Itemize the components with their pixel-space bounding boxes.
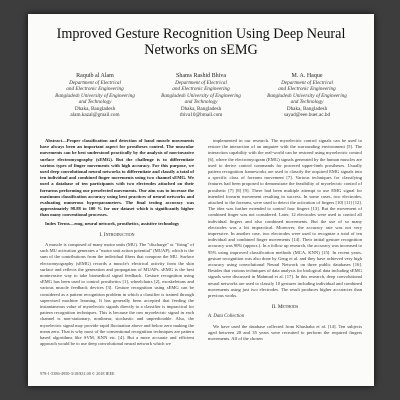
index-terms: Index Terms—emg, neural network, prosthetics, assistive technology <box>45 220 180 226</box>
author-university: Bangladesh University of Engineering <box>267 92 347 99</box>
author-university-2: and Technology <box>184 99 218 106</box>
section-heading-methods: II. Methods <box>271 304 299 311</box>
copyright-footer: 978-1-5386-4950-3/18/$31.00 © 2018 IEEE <box>40 371 115 376</box>
author-city: Dhaka, Bangladesh <box>286 105 328 112</box>
author-university-2: and Technology <box>78 99 112 106</box>
author-3 <box>254 72 360 118</box>
methods-paragraph: We have used the database collected from Khushaba et al. [14]. Ten subjects aged between 20 and 35 years were recruited to perform the required fingers movements. All of the chosen <box>208 323 362 342</box>
paper-page <box>28 14 374 386</box>
author-city: Dhaka, Bangladesh <box>74 105 116 112</box>
author-university: Bangladesh University of Engineering <box>55 92 135 99</box>
abstract: Abstract—Proper classification and detection of hand muscle movements have always been an important aspect for prostheses control. The muscular movements can be best understood practically by the analysis of non-invasive surface electromyography (sEMG). But the challenge is to differentiate various types of finger movements with high accuracy. For this purpose, we used deep convolutional neural networks to differentiate and classify a total of ten individual and combined finger movements using two channel sEMG. We used a database of ten participants with two electrodes attached on their forearms performing our preselected movements. Our aim was to increase the maximum classification accuracy using best practices of neural networks and evaluating numerous hyperparameters. The final testing accuracy was approximately 98.88 to 100 % for our dataset which is significantly higher than many conventional processes. <box>40 138 194 218</box>
author-dept-2: and Electronic Engineering <box>278 86 336 93</box>
intro-paragraph: A muscle is composed of many motor units (MU). The "discharge" or "firing" of such MU activation generates a "motor unit action potential" (MUAP), which is the sum of the contributions from the individual fibers that compose the MU. Surface electromyography (sEMG) records a muscle's electrical activity from the skin surface and reflects the generation and propagation of MUAPs. sEMG is the best noninvasive way to take biomedical signal feedback. Gesture recognition using sEMG has been used to control prosthetics [1], wheelchairs [2], exoskeletons and various muscle feedback devices [3]. Gesture recognition using sEMG can be considered as a pattern recognition problem in which a classifier is trained through supervised machine learning. It has generally been accepted that feeding the instantaneous value of myoelectric signals directly to a classifier is impractical for pattern recognition techniques. This is because the raw myoelectric signal in each channel is non-stationary, nonlinear, stochastic and unpredictable. Also, the myoelectric signal may provide rapid fluctuation above and below zero making the mean zero. That is why most of the conventional recognition techniques are pattern based algorithms like SVM, KNN etc. [4]. But a more accurate and efficient approach would be to use deep convolutional neural network which we <box>40 242 194 347</box>
author-dept: Department of Electrical <box>69 80 121 86</box>
author-email: rbiva10@bmail.com <box>179 112 223 119</box>
right-column <box>208 138 362 344</box>
author-email: alam.kazal@gmail.com <box>70 112 120 119</box>
author-city: Dhaka, Bangladesh <box>180 105 222 112</box>
author-dept-2: and Electronic Engineering <box>66 86 124 93</box>
author-university-2: and Technology <box>290 99 324 106</box>
intro-paragraph-continued: implemented in our research. The myoelectric control signals can be used to restore the interaction of an amputee with the surrounding environment [5]. The interaction capability with the real-world can be restored using myoelectric control [6], where the electromyogram (EMG) signals generated by the human muscles are used to derive control commands for powered upper-limb prostheses. Usually pattern recognition frameworks are used to classify the acquired EMG signals into a specific class of forearm movement [7]. Various techniques for classifying features had been proposed to demonstrate the feasibility of myoelectric control of prosthetic [7] [8] [9]. There had been multiple attempt to use EMG signal for intended forearm movement resulting in success. In some cases, two electrodes, attached to the forearm, were used to detect the activation of fingers [10] [11] [12]. The idea was further extended to control four fingers [13]. But the movement of combined finger was not considered. Later, 12 electrodes were used to control all individual fingers and also combined movements. But the use of so many electrodes was a bit impractical. Moreover, the accuracy rate was not very impressive. In another case, two electrodes were used to recognize a total of ten individual and combined finger movements [14]. Their initial gesture recognition accuracy was 90% (approx.). In a follow up research, the accuracy was increased to 95% using improved classification methods (MCA, KNN) [15]. In recent years, gesture recognition was also done by Geng et al. and they have achieved very high accuracy using convolutional Neural Network on three public databases [16]. Besides that various techniques of data analysis for biological data including sEMG signals were discussed in Mahmud et al. [17]. In this research, deep convolutional neural networks are used to classify 10 gestures including individual and combined movements using just two electrodes. The result produces higher accuracies than previous works. <box>208 138 362 299</box>
author-name: M. A. Haque <box>291 73 323 79</box>
author-email: sayad@eee.buet.ac.bd <box>283 112 331 119</box>
author-name: Shams Rashid Bhiva <box>175 73 226 79</box>
author-dept: Department of Electrical <box>281 80 333 86</box>
author-1 <box>42 72 148 118</box>
author-dept-2: and Electronic Engineering <box>172 86 230 93</box>
author-2 <box>148 72 254 118</box>
author-dept: Department of Electrical <box>175 80 227 86</box>
left-column <box>40 138 194 350</box>
section-heading-introduction: I. Introduction <box>99 231 135 238</box>
author-university: Bangladesh University of Engineering <box>161 92 241 99</box>
author-name: Raquib al Alam <box>76 73 114 79</box>
subsection-heading-data-collection: A. Data Collection <box>208 314 245 320</box>
paper-title: Improved Gesture Recognition Using Deep Neural Networks on sEMG <box>56 26 346 58</box>
